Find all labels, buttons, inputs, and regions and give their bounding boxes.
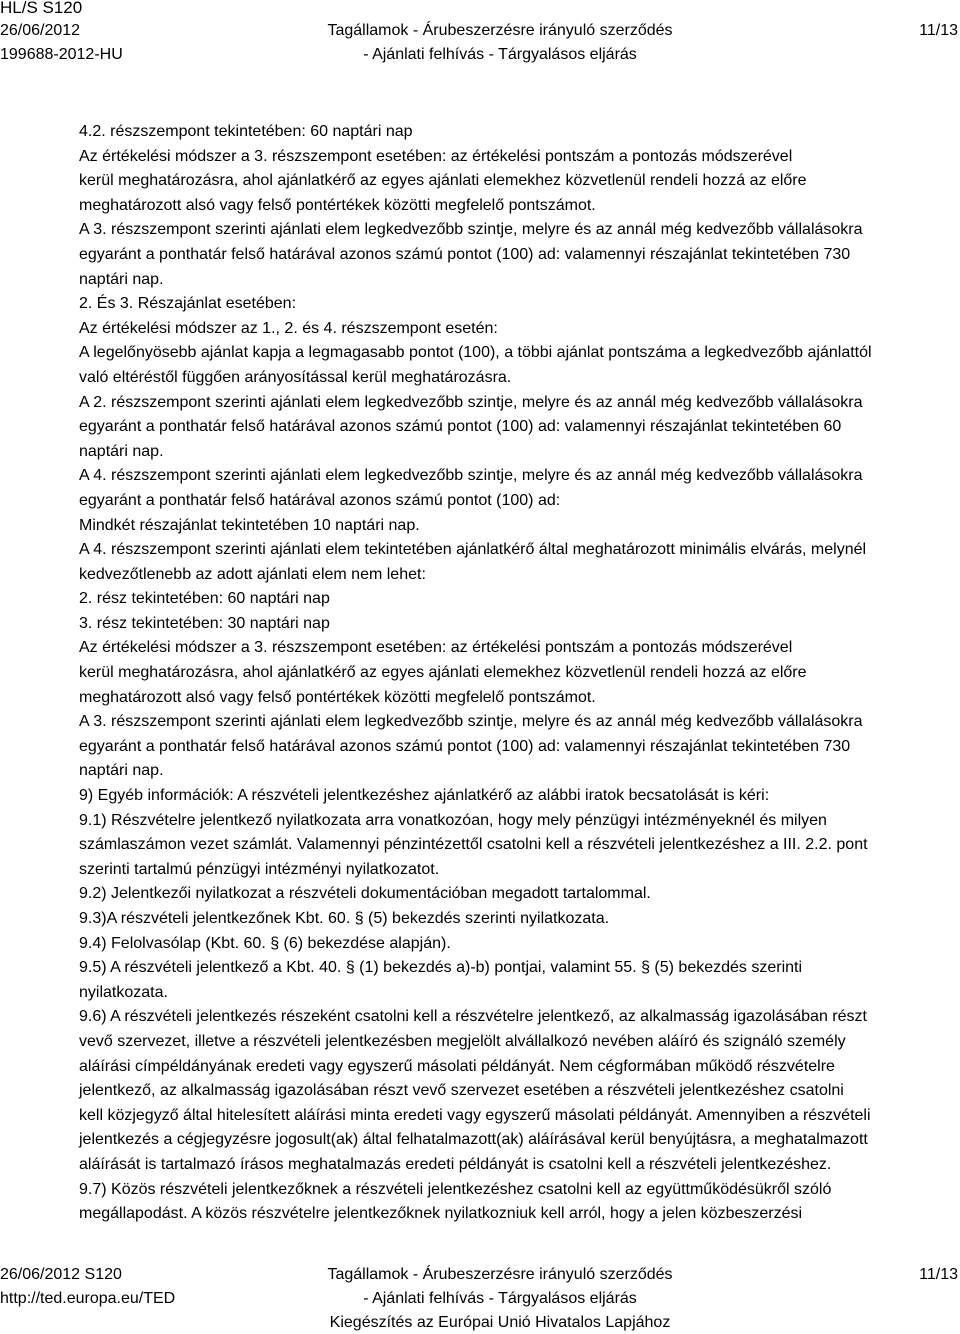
body-line: 4.2. részszempont tekintetében: 60 naptári nap <box>79 123 413 140</box>
body-line: 9.4) Felolvasólap (Kbt. 60. § (6) bekezdése alapján). <box>79 934 451 952</box>
body-line: naptári nap. <box>79 762 164 780</box>
body-line: kell közjegyző által hitelesített aláírási minta eredeti vagy egyszerű másolati példányát. Amennyiben a részvételi <box>79 1106 871 1124</box>
header-date: 26/06/2012 <box>0 22 81 39</box>
body-line: naptári nap. <box>79 442 164 460</box>
body-line: Az értékelési módszer az 1., 2. és 4. részszempont esetén: <box>79 319 498 337</box>
body-line: naptári nap. <box>79 270 164 288</box>
body-line: egyaránt a ponthatár felső határával azonos számú pontot (100) ad: valamennyi részajánlat tekintetében 730 <box>79 737 851 755</box>
body-line: 2. rész tekintetében: 60 naptári nap <box>79 590 330 608</box>
body-line: A 4. részszempont szerinti ajánlati elem legkedvezőbb szintje, melyre és az annál még kedvezőbb vállalásokra <box>79 467 863 485</box>
footer-page-number: 11/13 <box>919 1266 958 1283</box>
body-line: 9.1) Részvételre jelentkező nyilatkozata arra vonatkozóan, hogy mely pénzügyi intézményeknél és milyen <box>79 811 827 829</box>
body-line: 9) Egyéb információk: A részvételi jelentkezéshez ajánlatkérő az alábbi iratok becsatolását is kéri: <box>79 787 770 805</box>
footer-url[interactable]: http://ted.europa.eu/TED <box>0 1290 176 1307</box>
body-line: való eltéréstől függően arányosítással kerül meghatározásra. <box>79 368 512 386</box>
header-title-line1: Tagállamok - Árubeszerzésre irányuló szerződés <box>327 22 673 39</box>
body-line: 9.5) A részvételi jelentkező a Kbt. 40. § (1) bekezdés a)-b) pontjai, valamint 55. § (5) bekezdés szerinti <box>79 959 803 977</box>
body-line: 9.6) A részvételi jelentkezés részeként csatolni kell a részvételre jelentkező, az alkalmasság igazolásában részt <box>79 1008 867 1026</box>
header-publication: HL/S S120 <box>0 0 83 17</box>
body-line: nyilatkozata. <box>79 983 168 1001</box>
body-line: A 3. részszempont szerinti ajánlati elem legkedvezőbb szintje, melyre és az annál még kedvezőbb vállalásokra <box>79 221 863 239</box>
body-line: 9.7) Közös részvételi jelentkezőknek a részvételi jelentkezéshez csatolni kell az együttműködésükről szóló <box>79 1180 832 1198</box>
body-line: Az értékelési módszer a 3. részszempont esetében: az értékelési pontszám a pontozás módszerével <box>79 147 793 165</box>
body-line: aláírási címpéldányának eredeti vagy egyszerű másolati példányát. Nem cégformában működő részvételre <box>79 1057 835 1075</box>
body-line: A legelőnyösebb ajánlat kapja a legmagasabb pontot (100), a többi ajánlat pontszáma a legkedvezőbb ajánlattól <box>79 344 872 362</box>
body-line: egyaránt a ponthatár felső határával azonos számú pontot (100) ad: valamennyi részajánlat tekintetében 60 <box>79 418 842 436</box>
header-notice-id: 199688-2012-HU <box>0 46 123 63</box>
body-line: szerinti tartalmú pénzügyi intézményi nyilatkozatot. <box>79 860 440 878</box>
footer-date-code: 26/06/2012 S120 <box>0 1266 122 1283</box>
document-body <box>79 120 959 1227</box>
body-line: jelentkező, az alkalmasság igazolásában részt vevő szervezet esetében a részvételi jelentkezéshez csatolni <box>79 1082 844 1100</box>
body-line: Mindkét részajánlat tekintetében 10 naptári nap. <box>79 516 420 534</box>
footer-title-line3: Kiegészítés az Európai Unió Hivatalos Lapjához <box>329 1314 671 1331</box>
body-line: 9.3)A részvételi jelentkezőnek Kbt. 60. § (5) bekezdés szerinti nyilatkozata. <box>79 910 610 927</box>
body-line: egyaránt a ponthatár felső határával azonos számú pontot (100) ad: <box>79 491 561 509</box>
body-line: meghatározott alsó vagy felső pontértékek közötti megfelelő pontszámot. <box>79 196 596 214</box>
body-line: Az értékelési módszer a 3. részszempont esetében: az értékelési pontszám a pontozás módszerével <box>79 639 793 657</box>
body-line: kedvezőtlenebb az adott ajánlati elem nem lehet: <box>79 565 426 583</box>
body-line: A 2. részszempont szerinti ajánlati elem legkedvezőbb szintje, melyre és az annál még kedvezőbb vállalásokra <box>79 393 863 411</box>
header-title-line2: - Ajánlati felhívás - Tárgyalásos eljárás <box>363 46 637 63</box>
body-line: számlaszámon vezet számlát. Valamennyi pénzintézettől csatolni kell a részvételi jelentkezéshez a III. 2.2. pont <box>79 836 868 854</box>
body-line: megállapodást. A közös részvételre jelentkezőknek nyilatkozniuk kell arról, hogy a jelen közbeszerzési <box>79 1205 803 1223</box>
header-page-number: 11/13 <box>919 22 958 39</box>
footer-title-line2: - Ajánlati felhívás - Tárgyalásos eljárás <box>363 1290 637 1307</box>
body-line: 3. rész tekintetében: 30 naptári nap <box>79 614 330 632</box>
body-line: aláírását is tartalmazó írásos meghatalmazás eredeti példányát is csatolni kell a részvételi jelentkezéshez. <box>79 1155 832 1173</box>
body-line: egyaránt a ponthatár felső határával azonos számú pontot (100) ad: valamennyi részajánlat tekintetében 730 <box>79 245 851 263</box>
body-line: 9.2) Jelentkezői nyilatkozat a részvételi dokumentációban megadott tartalommal. <box>79 885 651 903</box>
body-line: A 3. részszempont szerinti ajánlati elem legkedvezőbb szintje, melyre és az annál még kedvezőbb vállalásokra <box>79 713 863 731</box>
body-line: kerül meghatározásra, ahol ajánlatkérő az egyes ajánlati elemekhez közvetlenül rendeli hozzá az előre <box>79 172 807 190</box>
body-line: jelentkezés a cégjegyzésre jogosult(ak) által felhatalmazott(ak) aláírásával kerül benyújtásra, a meghatalmazott <box>79 1131 868 1149</box>
body-line: A 4. részszempont szerinti ajánlati elem tekintetében ajánlatkérő által meghatározott minimális elvárás, melynél <box>79 541 867 559</box>
body-line: 2. És 3. Részajánlat esetében: <box>79 295 297 313</box>
body-line: meghatározott alsó vagy felső pontértékek közötti megfelelő pontszámot. <box>79 688 596 706</box>
body-line: vevő szervezet, illetve a részvételi jelentkezésben megjelölt alvállalkozó nevében aláíró és szignáló személy <box>79 1032 846 1050</box>
footer-title-line1: Tagállamok - Árubeszerzésre irányuló szerződés <box>327 1266 673 1283</box>
body-line: kerül meghatározásra, ahol ajánlatkérő az egyes ajánlati elemekhez közvetlenül rendeli hozzá az előre <box>79 664 807 682</box>
